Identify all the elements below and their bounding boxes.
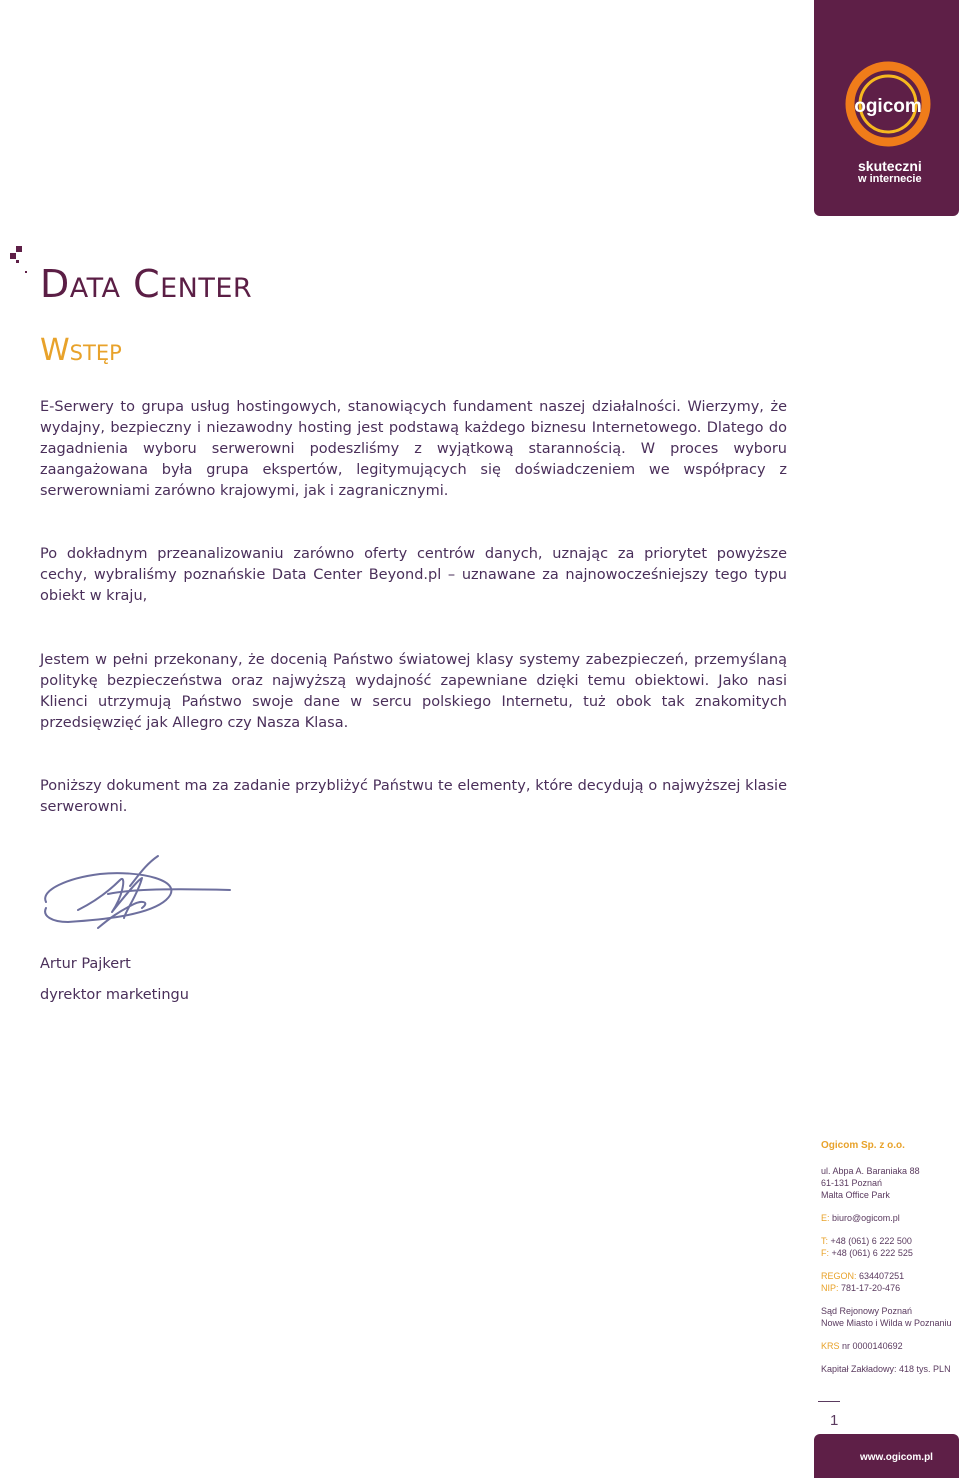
signature-image xyxy=(38,850,238,940)
signatory-role: dyrektor marketingu xyxy=(40,987,189,1003)
nip-value: 781-17-20-476 xyxy=(841,1283,901,1293)
phone-value: +48 (061) 6 222 500 xyxy=(830,1236,912,1246)
company-capital: Kapitał Zakładowy: 418 tys. PLN xyxy=(821,1364,951,1374)
email-value[interactable]: biuro@ogicom.pl xyxy=(832,1213,900,1223)
address-line: 61-131 Poznań xyxy=(821,1178,883,1188)
company-phones xyxy=(821,1235,956,1259)
nip-label: NIP: xyxy=(821,1283,839,1293)
paragraph-purpose: Poniższy dokument ma za zadanie przybliżyć Państwu te elementy, które decydują o najwyższej klasie serwerowni. xyxy=(40,778,787,815)
page-number: 1 xyxy=(830,1412,839,1429)
page-number-divider xyxy=(818,1401,840,1402)
footer-website-link[interactable]: www.ogicom.pl xyxy=(860,1452,933,1463)
court-line: Sąd Rejonowy Poznań xyxy=(821,1306,913,1316)
page-title: Data Center xyxy=(40,262,253,306)
address-line: Malta Office Park xyxy=(821,1190,890,1200)
signatory-name: Artur Pajkert xyxy=(40,956,131,972)
brand-slogan xyxy=(858,160,922,186)
company-krs xyxy=(821,1340,956,1352)
paragraph-conviction: Jestem w pełni przekonany, że docenią Państwo światowej klasy systemy zabezpieczeń, przemyślaną politykę bezpieczeństwa oraz najwyższą wydajność zapewniane dzięki temu obiektowi. Jako nasi Klienci utrzymują Państwo swoje dane w sercu polskiego Internetu, tuż obok tak znakomitych przedsięwzięć jak Allegro czy Nasza Klasa. xyxy=(40,652,787,731)
slogan-line-1: skuteczni xyxy=(858,158,922,174)
paragraph-intro: E-Serwery to grupa usług hostingowych, stanowiących fundament naszej działalności. Wierzymy, że wydajny, bezpieczny i niezawodny hosting jest podstawą każdego biznesu Internetowego. Dlatego do zagadnienia wyboru serwerowni podeszliśmy z wyjątkową starannością. W proces wyboru zaangażowana była grupa ekspertów, legitymujących się doświadczeniem we współpracy z serwerowniami zarówno krajowymi, jak i zagranicznymi. xyxy=(40,399,787,499)
footer-brand-bar xyxy=(814,1434,959,1478)
company-court xyxy=(821,1305,956,1329)
slogan-line-2: w internecie xyxy=(858,173,922,185)
brand-logo-panel xyxy=(814,0,959,216)
email-label: E: xyxy=(821,1213,830,1223)
regon-value: 634407251 xyxy=(859,1271,905,1281)
phone-label: T: xyxy=(821,1236,829,1246)
company-registry xyxy=(821,1270,956,1294)
court-line: Nowe Miasto i Wilda w Poznaniu xyxy=(821,1318,952,1328)
ogicom-ring-logo-icon xyxy=(840,58,936,154)
section-heading: Wstęp xyxy=(40,333,122,368)
company-info-panel xyxy=(821,1140,956,1386)
fax-label: F: xyxy=(821,1248,829,1258)
krs-label: KRS xyxy=(821,1341,840,1351)
company-name: Ogicom Sp. z o.o. xyxy=(821,1140,905,1151)
company-email xyxy=(821,1212,956,1224)
paragraph-selection: Po dokładnym przeanalizowaniu zarówno oferty centrów danych, uznając za priorytet powyższe cechy, wybraliśmy poznańskie Data Center Beyond.pl – uznawane za najnowocześniejszy tego typu obiekt w kraju, xyxy=(40,546,787,604)
regon-label: REGON: xyxy=(821,1271,857,1281)
address-line: ul. Abpa A. Baraniaka 88 xyxy=(821,1166,920,1176)
krs-value: nr 0000140692 xyxy=(842,1341,903,1351)
fax-value: +48 (061) 6 222 525 xyxy=(831,1248,913,1258)
brand-name: ogicom xyxy=(854,96,922,117)
company-address xyxy=(821,1165,956,1201)
decorative-pixel-icon xyxy=(8,246,30,276)
